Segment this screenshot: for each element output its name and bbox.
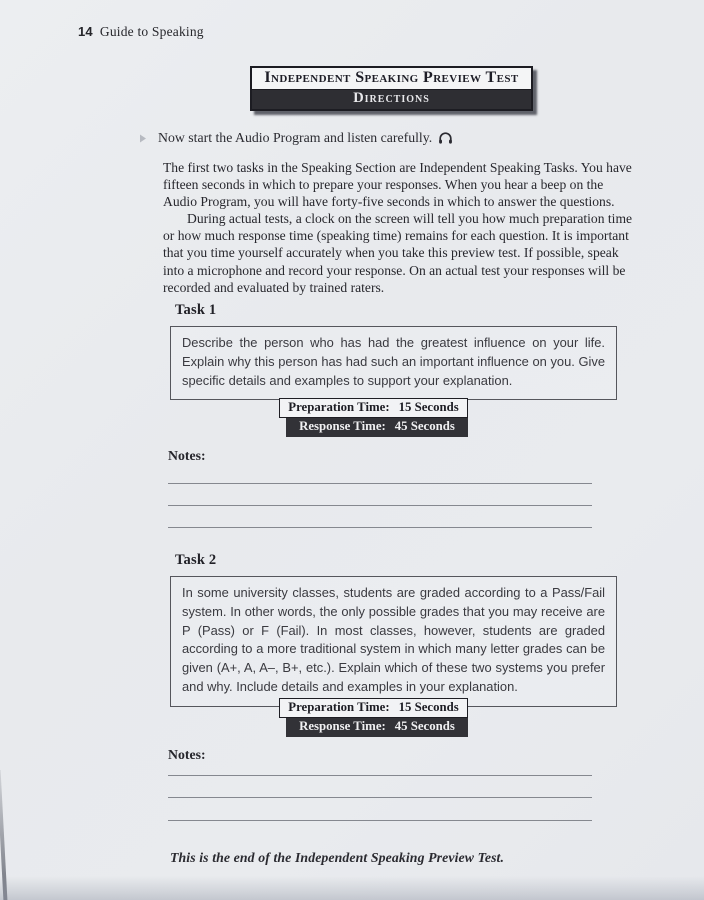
response-time-value: 45 Seconds [394,719,455,733]
task1-prompt-box: Describe the person who has had the greatest influence on your life. Explain why this person has had such an important influence on you. Give specific details and examples to support your explanation. [170,326,617,400]
directions-paragraph-2: During actual tests, a clock on the screen will tell you how much preparation time or how much response time (speaking time) remains for each question. It is important that you time yourself accurately when you take this preview test. If possible, speak into a microphone and record your response. On an actual test your responses will be recorded and evaluated by trained raters. [163,211,633,295]
task1-response-time [286,418,468,437]
banner-title: Independent Speaking Preview Test [250,66,533,90]
arrow-bullet-icon [139,134,147,143]
book-title: Guide to Speaking [99,24,204,39]
preparation-time-value: 15 Seconds [398,400,459,414]
task1-notes-label: Notes: [168,448,206,463]
task2-response-time [286,718,468,737]
headphones-icon [438,131,453,145]
task2-time-box [279,698,468,737]
task2-heading: Task 2 [175,552,217,568]
task1-notes-line-1 [168,483,592,484]
task1-preparation-time [279,398,468,418]
audio-instruction [139,130,453,146]
running-head [78,24,204,40]
task1-heading: Task 1 [175,302,217,318]
task1-time-box [279,398,468,437]
task2-notes-label: Notes: [168,747,206,762]
task2-notes-line-2 [168,797,592,798]
task2-notes-line-1 [168,775,592,776]
response-time-value: 45 Seconds [394,419,455,433]
task1-notes-line-2 [168,505,592,506]
preparation-time-label: Preparation Time: [288,400,390,414]
scan-bottom-shadow [0,876,704,900]
task2-preparation-time [279,698,468,718]
task1-notes-line-3 [168,527,592,528]
banner-subtitle: Directions [250,90,533,111]
task2-notes-line-3 [168,820,592,821]
preparation-time-label: Preparation Time: [288,700,390,714]
title-banner [250,66,533,111]
audio-instruction-text: Now start the Audio Program and listen carefully. [158,130,433,145]
directions-paragraph-1: The first two tasks in the Speaking Section are Independent Speaking Tasks. You have fifteen seconds in which to prepare your responses. When you hear a beep on the Audio Program, you will have forty-five seconds in which to answer the questions. [163,160,632,210]
preparation-time-value: 15 Seconds [398,700,459,714]
response-time-label: Response Time: [299,719,386,733]
page-number: 14 [78,24,93,39]
response-time-label: Response Time: [299,419,386,433]
task2-prompt-box: In some university classes, students are graded according to a Pass/Fail system. In other words, the only possible grades that you may receive are P (Pass) or F (Fail). In most classes, however, students are graded according to a more traditional system in which many letter grades can be given (A+, A, A–, B+, etc.). Explain which of these two systems you prefer and why. Include details and examples in your explanation. [170,576,617,707]
end-of-test-note: This is the end of the Independent Speaking Preview Test. [170,850,505,865]
